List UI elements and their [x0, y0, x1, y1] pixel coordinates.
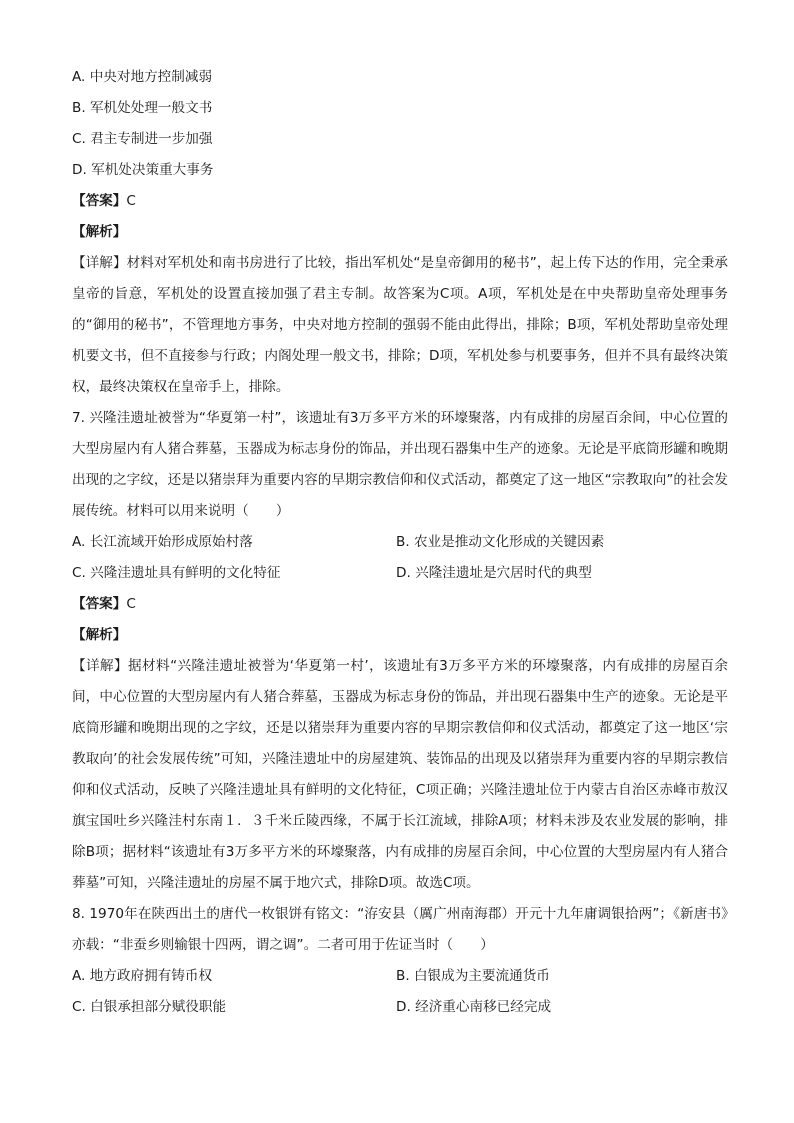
q6-analysis-label: 【解析】	[72, 224, 127, 240]
q7-stem: 7. 兴隆洼遗址被誉为“华夏第一村”，该遗址有3万多平方米的环壕聚落，内有成排的房屋百余间，中心位置的大型房屋内有人猪合葬墓，玉器成为标志身份的饰品，并出现石器集中生产的迹象。无论是平底筒形罐和晚期出现的之字纹，还是以猪崇拜为重要内容的早期宗教信仰和仪式活动，都奠定了这一地区“宗教取向”的社会发展传统。材料可以用来说明（ ）	[72, 410, 728, 519]
q6-option-d: D. 军机处决策重大事务	[72, 162, 214, 178]
q7-option-d: D. 兴隆洼遗址是穴居时代的典型	[396, 565, 592, 581]
q6-option-a: A. 中央对地方控制减弱	[72, 69, 213, 85]
q6-answer-label: 【答案】	[72, 193, 127, 209]
q7-options-row-2	[72, 558, 728, 589]
q7-option-c: C. 兴隆洼遗址具有鲜明的文化特征	[72, 565, 281, 581]
q8-option-c: C. 白银承担部分赋役职能	[72, 999, 227, 1015]
q7-option-b: B. 农业是推动文化形成的关键因素	[396, 534, 605, 550]
document-page	[72, 62, 728, 1023]
q8-option-a: A. 地方政府拥有铸币权	[72, 968, 213, 984]
q6-option-b: B. 军机处处理一般文书	[72, 100, 213, 116]
q6-answer-value: C	[126, 193, 136, 209]
q6-detail: 【详解】材料对军机处和南书房进行了比较，指出军机处“是皇帝御用的秘书”，起上传下达的作用，完全秉承皇帝的旨意，军机处的设置直接加强了君主专制。故答案为C项。A项，军机处是在中央帮助皇帝处理事务的“御用的秘书”，不管理地方事务，中央对地方控制的强弱不能由此得出，排除；B项，军机处帮助皇帝处理机要文书，但不直接参与行政；内阁处理一般文书，排除；D项，军机处参与机要事务，但并不具有最终决策权，最终决策权在皇帝手上，排除。	[72, 255, 728, 395]
q8-stem: 8. 1970年在陕西出土的唐代一枚银饼有铭文：“洊安县（厲广州南海郡）开元十九年庸调银拾两”；《新唐书》亦载：“非蚕乡则输银十四两，谓之调”。二者可用于佐证当时（ ）	[72, 906, 728, 953]
q8-option-b: B. 白银成为主要流通货币	[396, 968, 550, 984]
q7-answer-value: C	[126, 596, 136, 612]
q8-options-row-1	[72, 961, 728, 992]
q7-option-a: A. 长江流域开始形成原始村落	[72, 534, 253, 550]
q7-analysis-label: 【解析】	[72, 627, 127, 643]
q7-answer-label: 【答案】	[72, 596, 127, 612]
q6-answer	[72, 186, 728, 217]
q7-options-row-1	[72, 527, 728, 558]
q6-option-c: C. 君主专制进一步加强	[72, 131, 213, 147]
q8-options-row-2	[72, 992, 728, 1023]
q7-detail: 【详解】据材料“兴隆洼遗址被誉为‘华夏第一村’，该遗址有3万多平方米的环壕聚落，内有成排的房屋百余间，中心位置的大型房屋内有人猪合葬墓，玉器成为标志身份的饰品，并出现石器集中生产的迹象。无论是平底筒形罐和晚期出现的之字纹，还是以猪崇拜为重要内容的早期宗教信仰和仪式活动，都奠定了这一地区‘宗教取向’的社会发展传统”可知，兴隆洼遗址中的房屋建筑、装饰品的出现及以猪崇拜为重要内容的早期宗教信仰和仪式活动，反映了兴隆洼遗址具有鲜明的文化特征，C项正确；兴隆洼遗址位于内蒙古自治区赤峰市敖汉旗宝国吐乡兴隆洼村东南１．３千米丘陵西缘，不属于长江流域，排除A项；材料未涉及农业发展的影响，排除B项；据材料“该遗址有3万多平方米的环壕聚落，内有成排的房屋百余间，中心位置的大型房屋内有人猪合葬墓”可知，兴隆洼遗址的房屋不属于地穴式，排除D项。故选C项。	[72, 658, 728, 891]
q8-option-d: D. 经济重心南移已经完成	[396, 999, 552, 1015]
q7-answer	[72, 589, 728, 620]
